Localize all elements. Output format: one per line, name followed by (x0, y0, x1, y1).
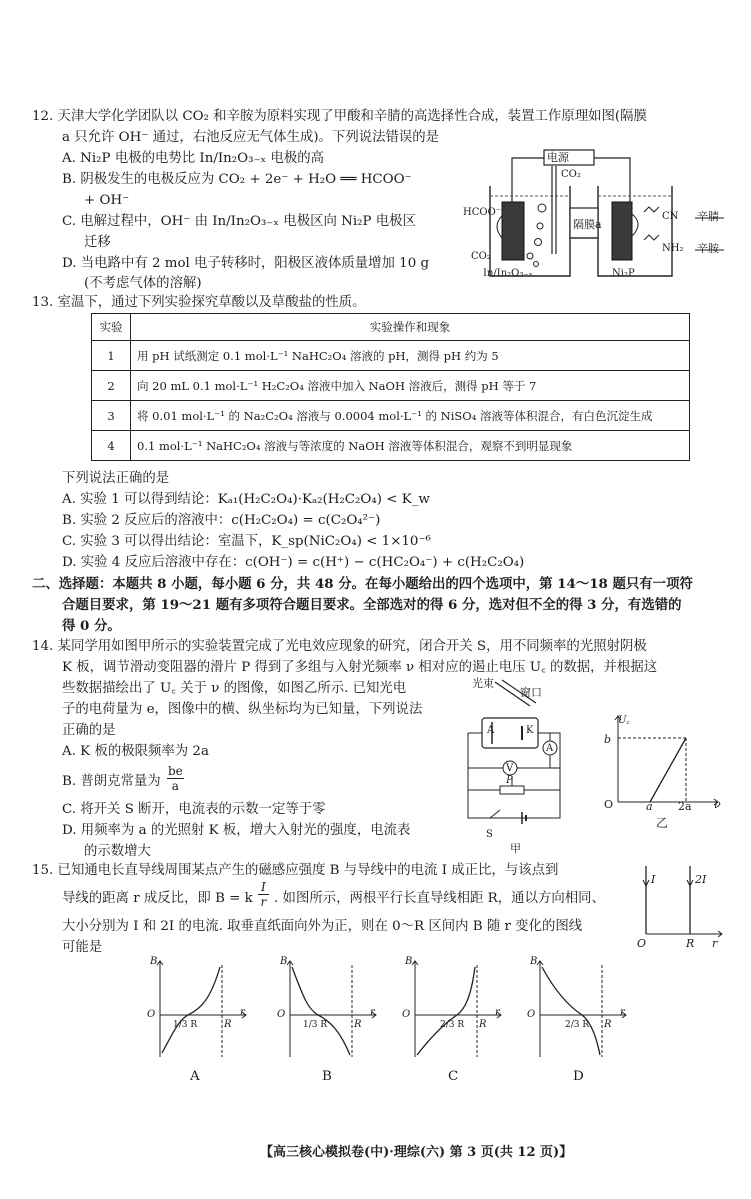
q15-graph-c-b-label: B (405, 956, 413, 967)
q15-graph-b (280, 957, 380, 1062)
q14-graph-2a-label: 2a (678, 800, 692, 813)
q15-graph-b-mark: 1/3 R (303, 1020, 328, 1030)
q15-graph-a (150, 957, 250, 1062)
table-cell: 0.1 mol·L⁻¹ NaHC₂O₄ 溶液与等浓度的 NaOH 溶液等体积混合，观察不到明显现象 (131, 431, 690, 461)
q12-cn-label: CN (662, 211, 679, 222)
q14-plate-k-label: K (526, 725, 534, 736)
q13-ask: 下列说法正确的是 (62, 471, 170, 486)
q12-option-b-line1: B. 阴极发生的电极反应为 CO₂ + 2e⁻ + H₂O ══ HCOO⁻ (62, 172, 412, 187)
q15-line4: 可能是 (62, 940, 103, 955)
q14-uc-nu-graph (598, 712, 723, 812)
section2-line1: 二、选择题：本题共 8 小题，每小题 6 分，共 48 分。在每小题给出的四个选项中，第 14～18 题只有一项符 (32, 576, 693, 592)
table-header-cell: 实验操作和现象 (131, 314, 690, 341)
q12-option-a: A. Ni₂P 电极的电势比 In/In₂O₃₋ₓ 电极的高 (62, 151, 325, 166)
q12-option-c-line2: 迁移 (84, 235, 111, 250)
q12-option-b-line2: + OH⁻ (84, 193, 130, 208)
q14-fig-jia-caption: 甲 (510, 842, 521, 855)
q15-wires-axis-label: r (712, 937, 718, 950)
q14-graph-origin: O (604, 798, 614, 811)
q15-line3: 大小分别为 I 和 2I 的电流. 取垂直纸面向外为正，则在 0～R 区间内 B 随 r 变化的图线 (62, 919, 583, 934)
table-cell: 1 (92, 341, 131, 371)
q12-co2-top-label: CO₂ (561, 169, 581, 180)
q14-line4: 子的电荷量为 e，图像中的横、纵坐标均为已知量，下列说法 (62, 702, 423, 717)
q15-graph-c (405, 957, 505, 1062)
q15-graph-c-option: C (448, 1069, 459, 1084)
q15-graph-a-axis-label: r (240, 1007, 245, 1018)
table-cell: 向 20 mL 0.1 mol·L⁻¹ H₂C₂O₄ 溶液中加入 NaOH 溶液后，测得 pH 等于 7 (131, 371, 690, 401)
q15-graph-d (530, 957, 630, 1062)
table-row (92, 401, 690, 431)
section2-line2: 合题目要求，第 19～21 题有多项符合题目要求。全部选对的得 6 分，选对但不全的得 3 分，有选错的 (62, 597, 682, 613)
q15-line2-prefix: 导线的距离 r 成反比，即 B = k (62, 891, 253, 906)
table-header-cell: 实验 (92, 314, 131, 341)
q15-graph-b-axis-label: r (370, 1007, 375, 1018)
section2-line3: 得 0 分。 (62, 618, 121, 634)
q14-voltmeter-label: V (506, 763, 514, 774)
q14-option-b-denominator: a (171, 779, 179, 793)
q14-option-b-prefix: B. 普朗克常量为 (62, 774, 161, 789)
q14-line2: K 板，调节滑动变阻器的滑片 P 得到了多组与入射光频率 ν 相对应的遏止电压 U꜀ 的数据，并根据这 (62, 660, 658, 675)
table-cell: 3 (92, 401, 131, 431)
q15-graph-a-option: A (190, 1069, 200, 1084)
q12-hcoo-label: HCOO⁻ (463, 207, 502, 218)
q14-light-label: 光束 (472, 677, 494, 690)
table-cell: 2 (92, 371, 131, 401)
page-footer: 【高三核心模拟卷(中)·理综(六) 第 3 页(共 12 页)】 (260, 1145, 573, 1160)
table-cell: 用 pH 试纸测定 0.1 mol·L⁻¹ NaHC₂O₄ 溶液的 pH，测得 pH 约为 5 (131, 341, 690, 371)
q14-graph-a-label: a (646, 800, 653, 813)
q14-option-a: A. K 板的极限频率为 2a (62, 744, 209, 759)
q15-graph-c-mark: 2/3 R (440, 1020, 465, 1030)
q15-graph-a-mark: 1/3 R (173, 1020, 198, 1030)
q13-stem: 13. 室温下，通过下列实验探究草酸以及草酸盐的性质。 (32, 295, 366, 310)
q14-option-c: C. 将开关 S 断开，电流表的示数一定等于零 (62, 802, 326, 817)
q14-circuit-figure (460, 678, 575, 828)
q14-line5: 正确的是 (62, 723, 116, 738)
q15-line2 (62, 880, 605, 918)
q15-graph-d-origin: O (527, 1009, 536, 1020)
q12-option-c-line1: C. 电解过程中，OH⁻ 由 In/In₂O₃₋ₓ 电极区向 Ni₂P 电极区 (62, 214, 416, 229)
q15-graph-d-option: D (573, 1069, 584, 1084)
q14-fig-yi-caption: 乙 (656, 816, 669, 830)
table-header-row (92, 314, 690, 341)
table-cell: 将 0.01 mol·L⁻¹ 的 Na₂C₂O₄ 溶液与 0.0004 mol·L⁻¹ 的 NiSO₄ 溶液等体积混合，有白色沉淀生成 (131, 401, 690, 431)
q15-current-i-label: I (651, 873, 656, 886)
q12-amine-label: 辛胺 (697, 242, 719, 255)
q15-wires-figure (632, 862, 727, 944)
table-row (92, 431, 690, 461)
q14-switch-s-label: S (486, 829, 493, 840)
q15-formula-denominator: r (260, 895, 267, 909)
q13-option-d: D. 实验 4 反应后溶液中存在：c(OH⁻) = c(H⁺) − c(HC₂O₄⁻) + c(H₂C₂O₄) (62, 555, 525, 570)
q15-wires-origin: O (637, 937, 647, 950)
q14-line3: 些数据描绘出了 U꜀ 关于 ν 的图像，如图乙所示. 已知光电 (62, 681, 407, 696)
q12-left-electrode-label: In/In₂O₃₋ₓ (483, 268, 533, 279)
q15-formula-numerator: I (258, 880, 269, 895)
q12-membrane-label: 隔膜a (573, 218, 602, 231)
q14-line1: 14. 某同学用如图甲所示的实验装置完成了光电效应现象的研究，闭合开关 S，用不同频率的光照射阴极 (32, 639, 647, 654)
q15-wires-r-label: R (686, 937, 695, 950)
q14-graph-ylabel: U꜀ (618, 715, 630, 726)
q14-option-b (62, 764, 184, 800)
q15-line2-suffix: . 如图所示，两根平行长直导线相距 R，通以方向相同、 (274, 891, 605, 906)
q12-nh2-label: NH₂ (662, 243, 684, 254)
q14-graph-b-label: b (604, 733, 612, 746)
q15-graph-c-r-label: R (479, 1019, 487, 1030)
q14-graph-xlabel: ν (714, 798, 721, 811)
q12-nitrile-label: 辛腈 (697, 210, 719, 223)
q15-current-2i-label: 2I (695, 873, 707, 886)
table-row (92, 341, 690, 371)
q15-graph-a-b-label: B (150, 956, 158, 967)
q14-option-d-line2: 的示数增大 (84, 844, 151, 859)
q15-graph-d-mark: 2/3 R (565, 1020, 590, 1030)
q15-graph-c-axis-label: r (495, 1007, 500, 1018)
table-row (92, 371, 690, 401)
q12-stem-line1: 12. 天津大学化学团队以 CO₂ 和辛胺为原料实现了甲酸和辛腈的高选择性合成，装置工作原理如图(隔膜 (32, 109, 647, 124)
q12-power-label: 电源 (547, 151, 569, 164)
q15-line1: 15. 已知通电长直导线周围某点产生的磁感应强度 B 与导线中的电流 I 成正比，与该点到 (32, 863, 559, 878)
table-cell: 4 (92, 431, 131, 461)
q12-option-d-line2: (不考虑气体的溶解) (84, 276, 202, 291)
q15-graph-b-option: B (322, 1069, 332, 1084)
q15-graph-c-origin: O (402, 1009, 411, 1020)
q14-slider-p-label: P (506, 775, 513, 786)
q15-graph-d-b-label: B (530, 956, 538, 967)
q12-stem-line2: a 只允许 OH⁻ 通过，右池反应无气体生成)。下列说法错误的是 (62, 130, 440, 145)
q13-experiment-table (91, 313, 690, 461)
q15-graph-d-r-label: R (604, 1019, 612, 1030)
q13-option-b: B. 实验 2 反应后的溶液中：c(H₂C₂O₄) = c(C₂O₄²⁻) (62, 513, 381, 528)
q15-graph-b-r-label: R (354, 1019, 362, 1030)
q14-ammeter-label: A (546, 743, 554, 754)
q15-graph-a-origin: O (147, 1009, 156, 1020)
q12-co2-left-label: CO₂ (471, 251, 491, 262)
q15-graph-b-b-label: B (280, 956, 288, 967)
q14-window-label: 窗口 (520, 686, 542, 699)
q14-plate-a-label: A (487, 725, 495, 736)
q12-right-electrode-label: Ni₂P (612, 268, 635, 279)
q13-option-a: A. 实验 1 可以得到结论：Kₐ₁(H₂C₂O₄)·Kₐ₂(H₂C₂O₄) < K_w (62, 492, 430, 507)
q15-graph-b-origin: O (277, 1009, 286, 1020)
q15-graph-d-axis-label: r (620, 1007, 625, 1018)
q12-option-d-line1: D. 当电路中有 2 mol 电子转移时，阳极区液体质量增加 10 g (62, 256, 430, 271)
q14-option-d-line1: D. 用频率为 a 的光照射 K 板，增大入射光的强度，电流表 (62, 823, 411, 838)
q15-graph-a-r-label: R (224, 1019, 232, 1030)
q14-option-b-numerator: be (167, 764, 183, 778)
q13-option-c: C. 实验 3 可以得出结论：室温下，K_sp(NiC₂O₄) < 1×10⁻⁶ (62, 534, 431, 549)
